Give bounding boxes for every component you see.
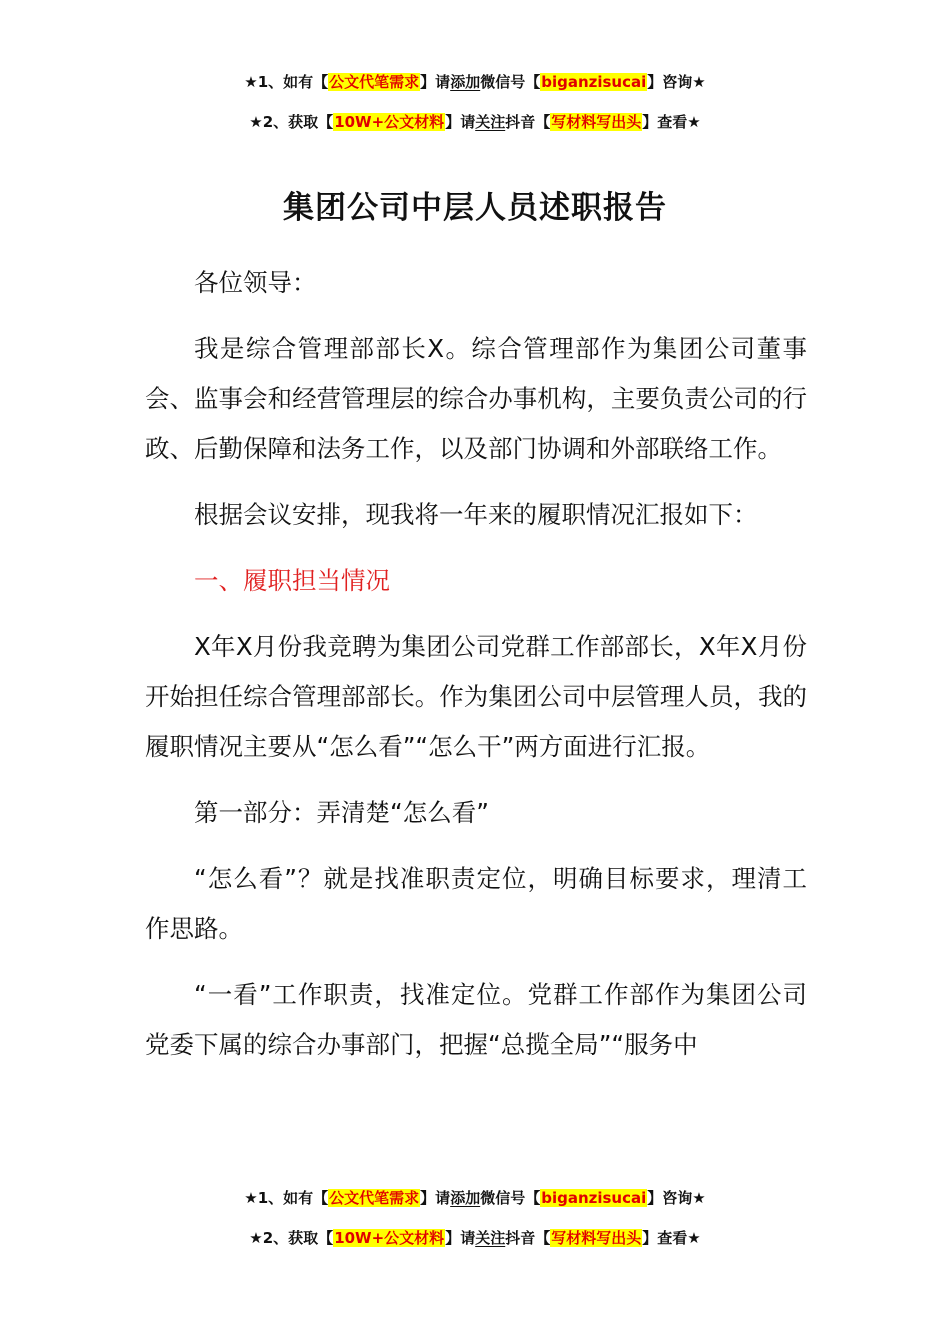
promo-underlined: 关注 bbox=[475, 1229, 506, 1247]
promo-text: ★2、获取【 bbox=[249, 113, 334, 131]
document-title: 集团公司中层人员述职报告 bbox=[283, 190, 667, 226]
promo-text: 】咨询★ bbox=[647, 73, 706, 91]
section-heading: 一、履职担当情况 bbox=[194, 566, 390, 595]
promo-text: ★1、如有【 bbox=[244, 1189, 329, 1207]
promo-highlight: 10W+公文材料 bbox=[334, 1229, 445, 1247]
promo-text: 】请 bbox=[445, 113, 476, 131]
promo-text: 抖音【 bbox=[505, 113, 551, 131]
promo-underlined: 添加 bbox=[450, 1189, 481, 1207]
promo-highlight: 公文代笔需求 bbox=[329, 73, 420, 91]
promo-text: 】请 bbox=[420, 1189, 451, 1207]
promo-text: 】咨询★ bbox=[647, 1189, 706, 1207]
promo-highlight: 写材料写出头 bbox=[551, 113, 642, 131]
body-paragraph: 根据会议安排，现我将一年来的履职情况汇报如下： bbox=[194, 500, 758, 529]
promo-text: 】查看★ bbox=[642, 113, 701, 131]
promo-underlined: 添加 bbox=[450, 73, 481, 91]
footer-promo-line-2 bbox=[0, 1228, 950, 1248]
header-promo-line-1 bbox=[0, 72, 950, 92]
body-paragraph: X年X月份我竞聘为集团公司党群工作部部长，X年X月份开始担任综合管理部部长。作为集团公司中层管理人员，我的履职情况主要从“怎么看”“怎么干”两方面进行汇报。 bbox=[145, 632, 807, 761]
promo-text: ★2、获取【 bbox=[249, 1229, 334, 1247]
promo-highlight: biganzisucai bbox=[541, 73, 647, 91]
body-paragraph: 我是综合管理部部长X。综合管理部作为集团公司董事会、监事会和经营管理层的综合办事机构，主要负责公司的行政、后勤保障和法务工作，以及部门协调和外部联络工作。 bbox=[145, 334, 807, 463]
promo-underlined: 关注 bbox=[475, 113, 506, 131]
document-body bbox=[145, 258, 807, 1086]
promo-text: 微信号【 bbox=[480, 73, 541, 91]
header-promo-line-2 bbox=[0, 112, 950, 132]
footer-promo-line-1 bbox=[0, 1188, 950, 1208]
body-paragraph: “怎么看”？就是找准职责定位，明确目标要求，理清工作思路。 bbox=[145, 864, 807, 943]
promo-text: 】查看★ bbox=[642, 1229, 701, 1247]
promo-text: 微信号【 bbox=[480, 1189, 541, 1207]
body-paragraph: “一看”工作职责，找准定位。党群工作部作为集团公司党委下属的综合办事部门，把握“总揽全局”“服务中 bbox=[145, 980, 807, 1059]
promo-text: 抖音【 bbox=[505, 1229, 551, 1247]
salutation: 各位领导： bbox=[194, 268, 317, 297]
promo-highlight: biganzisucai bbox=[541, 1189, 647, 1207]
promo-highlight: 写材料写出头 bbox=[551, 1229, 642, 1247]
promo-highlight: 公文代笔需求 bbox=[329, 1189, 420, 1207]
promo-text: 】请 bbox=[420, 73, 451, 91]
promo-highlight: 10W+公文材料 bbox=[334, 113, 445, 131]
promo-text: ★1、如有【 bbox=[244, 73, 329, 91]
promo-text: 】请 bbox=[445, 1229, 476, 1247]
sub-heading: 第一部分：弄清楚“怎么看” bbox=[194, 798, 489, 827]
